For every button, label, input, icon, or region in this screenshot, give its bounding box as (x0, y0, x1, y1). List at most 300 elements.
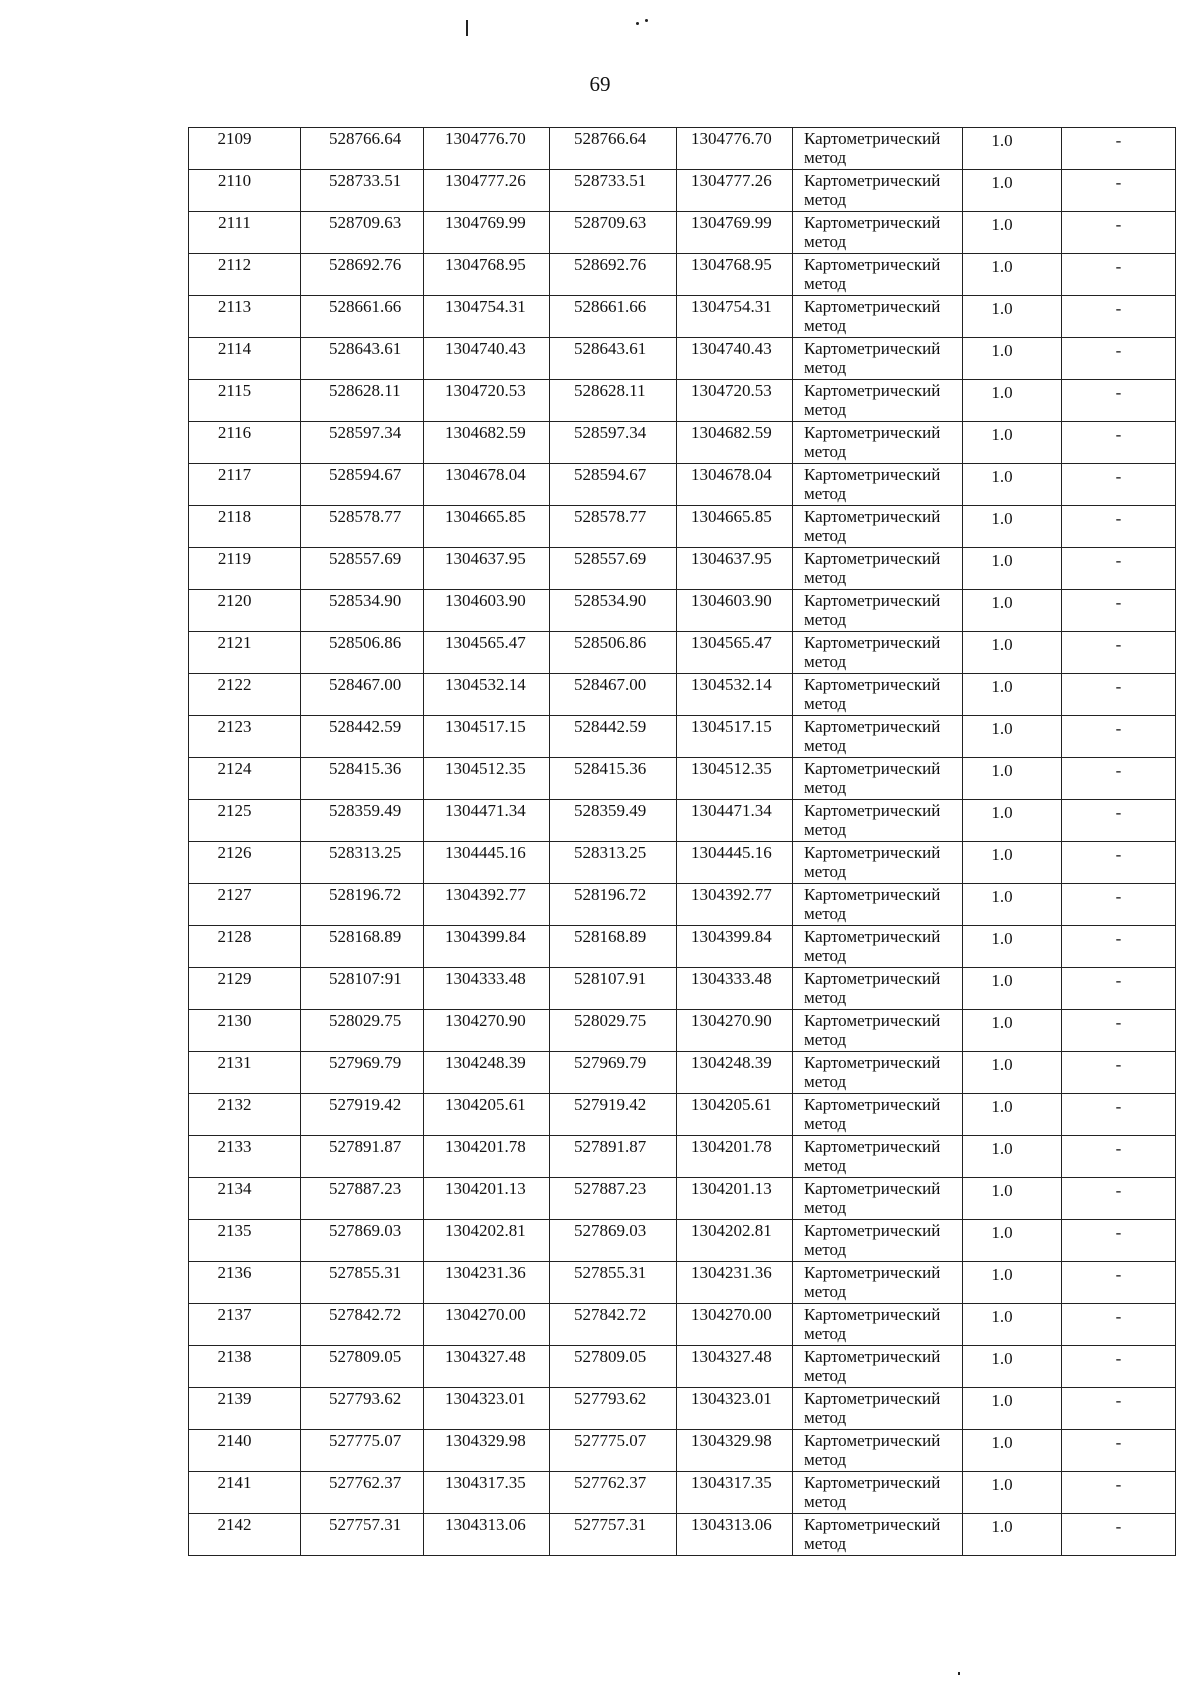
description-value: - (1115, 1181, 1122, 1200)
method-cell (793, 548, 963, 590)
x-existing-cell (301, 506, 424, 548)
x-new-cell (550, 254, 677, 296)
point-number: 2111 (218, 213, 251, 232)
description-value: - (1115, 719, 1122, 738)
description-cell (1062, 1388, 1176, 1430)
point-number: 2115 (217, 381, 252, 400)
accuracy-cell (963, 632, 1062, 674)
y-existing-cell (424, 254, 550, 296)
method-cell (793, 758, 963, 800)
scan-mark (466, 20, 468, 36)
x-existing-value: 528415.36 (329, 759, 402, 778)
description-value: - (1115, 1307, 1122, 1326)
x-new-cell (550, 506, 677, 548)
y-existing-value: 1304471.34 (445, 801, 526, 820)
x-new-value: 527891.87 (574, 1137, 647, 1156)
description-cell (1062, 1304, 1176, 1346)
y-new-value: 1304270.00 (691, 1305, 772, 1324)
x-new-value: 527809.05 (574, 1347, 647, 1366)
accuracy-cell (963, 1052, 1062, 1094)
x-existing-cell (301, 968, 424, 1010)
method-text: Картометрический метод (804, 465, 941, 503)
accuracy-cell (963, 1346, 1062, 1388)
y-existing-cell (424, 758, 550, 800)
y-existing-value: 1304201.78 (445, 1137, 526, 1156)
description-value: - (1115, 1433, 1122, 1452)
x-new-cell (550, 1346, 677, 1388)
point-number: 2124 (217, 759, 252, 778)
description-cell (1062, 212, 1176, 254)
accuracy-value: 1.0 (991, 551, 1013, 570)
x-new-value: 527969.79 (574, 1053, 647, 1072)
description-value: - (1115, 887, 1122, 906)
table-row (189, 1094, 1176, 1136)
method-text: Картометрический метод (804, 675, 941, 713)
y-new-value: 1304512.35 (691, 759, 772, 778)
description-cell (1062, 842, 1176, 884)
method-cell (793, 254, 963, 296)
description-value: - (1115, 761, 1122, 780)
accuracy-value: 1.0 (991, 1475, 1013, 1494)
x-new-value: 528557.69 (574, 549, 647, 568)
method-text: Картометрический метод (804, 843, 941, 881)
y-new-cell (677, 548, 793, 590)
x-new-cell (550, 590, 677, 632)
x-new-cell (550, 968, 677, 1010)
y-new-cell (677, 1220, 793, 1262)
point-number: 2109 (217, 129, 252, 148)
method-cell (793, 338, 963, 380)
y-new-value: 1304327.48 (691, 1347, 772, 1366)
point-number-cell (189, 632, 301, 674)
x-existing-value: 528442.59 (329, 717, 402, 736)
x-new-cell (550, 842, 677, 884)
point-number-cell (189, 1220, 301, 1262)
accuracy-cell (963, 800, 1062, 842)
accuracy-value: 1.0 (991, 383, 1013, 402)
y-new-value: 1304740.43 (691, 339, 772, 358)
y-existing-cell (424, 1136, 550, 1178)
x-existing-cell (301, 674, 424, 716)
y-new-value: 1304231.36 (691, 1263, 772, 1282)
method-text: Картометрический метод (804, 1137, 941, 1175)
x-existing-cell (301, 338, 424, 380)
description-cell (1062, 716, 1176, 758)
x-new-value: 528643.61 (574, 339, 647, 358)
method-cell (793, 800, 963, 842)
x-new-value: 528168.89 (574, 927, 647, 946)
y-new-value: 1304565.47 (691, 633, 772, 652)
point-number: 2130 (217, 1011, 252, 1030)
x-new-value: 528597.34 (574, 423, 647, 442)
y-new-value: 1304769.99 (691, 213, 772, 232)
x-existing-cell (301, 842, 424, 884)
method-text: Картометрический метод (804, 129, 941, 167)
description-cell (1062, 338, 1176, 380)
table-row (189, 632, 1176, 674)
x-new-cell (550, 1052, 677, 1094)
accuracy-cell (963, 380, 1062, 422)
method-text: Картометрический метод (804, 381, 941, 419)
y-existing-cell (424, 380, 550, 422)
table-row (189, 968, 1176, 1010)
y-new-value: 1304323.01 (691, 1389, 772, 1408)
point-number: 2141 (217, 1473, 252, 1492)
description-cell (1062, 632, 1176, 674)
accuracy-value: 1.0 (991, 1223, 1013, 1242)
table-row (189, 1136, 1176, 1178)
y-existing-value: 1304313.06 (445, 1515, 526, 1534)
method-cell (793, 1052, 963, 1094)
x-existing-value: 528506.86 (329, 633, 402, 652)
y-existing-cell (424, 548, 550, 590)
accuracy-value: 1.0 (991, 509, 1013, 528)
y-existing-cell (424, 1262, 550, 1304)
x-existing-value: 527757.31 (329, 1515, 402, 1534)
method-cell (793, 1262, 963, 1304)
accuracy-value: 1.0 (991, 173, 1013, 192)
accuracy-cell (963, 1220, 1062, 1262)
y-existing-value: 1304317.35 (445, 1473, 526, 1492)
y-existing-value: 1304231.36 (445, 1263, 526, 1282)
table-row (189, 338, 1176, 380)
accuracy-cell (963, 758, 1062, 800)
accuracy-cell (963, 1178, 1062, 1220)
point-number: 2123 (217, 717, 252, 736)
x-existing-value: 528692.76 (329, 255, 402, 274)
point-number-cell (189, 464, 301, 506)
x-new-value: 527775.07 (574, 1431, 647, 1450)
x-existing-value: 528709.63 (329, 213, 402, 232)
y-new-cell (677, 590, 793, 632)
y-new-value: 1304248.39 (691, 1053, 772, 1072)
table-row (189, 1178, 1176, 1220)
point-number-cell (189, 674, 301, 716)
y-existing-value: 1304682.59 (445, 423, 526, 442)
accuracy-value: 1.0 (991, 1097, 1013, 1116)
method-cell (793, 1010, 963, 1052)
x-new-cell (550, 296, 677, 338)
y-new-cell (677, 128, 793, 170)
x-new-cell (550, 380, 677, 422)
y-existing-value: 1304720.53 (445, 381, 526, 400)
y-existing-value: 1304565.47 (445, 633, 526, 652)
x-existing-cell (301, 254, 424, 296)
x-existing-cell (301, 422, 424, 464)
accuracy-cell (963, 1136, 1062, 1178)
method-cell (793, 1514, 963, 1556)
point-number-cell (189, 1010, 301, 1052)
table-row (189, 1430, 1176, 1472)
accuracy-cell (963, 548, 1062, 590)
y-new-cell (677, 422, 793, 464)
x-existing-value: 528766.64 (329, 129, 402, 148)
y-existing-value: 1304740.43 (445, 339, 526, 358)
y-new-cell (677, 884, 793, 926)
x-new-cell (550, 926, 677, 968)
method-cell (793, 926, 963, 968)
accuracy-value: 1.0 (991, 1349, 1013, 1368)
x-new-cell (550, 1178, 677, 1220)
point-number: 2122 (217, 675, 252, 694)
table-row (189, 464, 1176, 506)
x-existing-value: 528594.67 (329, 465, 402, 484)
y-existing-value: 1304399.84 (445, 927, 526, 946)
x-existing-value: 528467.00 (329, 675, 402, 694)
accuracy-value: 1.0 (991, 1013, 1013, 1032)
x-new-cell (550, 1430, 677, 1472)
accuracy-cell (963, 506, 1062, 548)
accuracy-value: 1.0 (991, 341, 1013, 360)
x-existing-value: 527891.87 (329, 1137, 402, 1156)
x-new-cell (550, 464, 677, 506)
point-number: 2126 (217, 843, 252, 862)
x-existing-value: 527887.23 (329, 1179, 402, 1198)
description-value: - (1115, 1055, 1122, 1074)
y-new-value: 1304205.61 (691, 1095, 772, 1114)
y-new-value: 1304201.78 (691, 1137, 772, 1156)
point-number-cell (189, 1430, 301, 1472)
point-number: 2134 (217, 1179, 252, 1198)
y-existing-cell (424, 632, 550, 674)
point-number-cell (189, 884, 301, 926)
method-text: Картометрический метод (804, 1053, 941, 1091)
method-text: Картометрический метод (804, 1473, 941, 1511)
description-cell (1062, 254, 1176, 296)
table-row (189, 296, 1176, 338)
y-new-cell (677, 1388, 793, 1430)
y-existing-cell (424, 800, 550, 842)
description-value: - (1115, 593, 1122, 612)
x-existing-value: 527969.79 (329, 1053, 402, 1072)
y-existing-cell (424, 716, 550, 758)
y-existing-value: 1304532.14 (445, 675, 526, 694)
point-number: 2127 (217, 885, 252, 904)
y-existing-value: 1304270.90 (445, 1011, 526, 1030)
method-cell (793, 296, 963, 338)
y-new-value: 1304532.14 (691, 675, 772, 694)
point-number: 2142 (217, 1515, 252, 1534)
x-new-value: 527757.31 (574, 1515, 647, 1534)
x-existing-value: 528733.51 (329, 171, 402, 190)
accuracy-cell (963, 842, 1062, 884)
y-new-cell (677, 1094, 793, 1136)
point-number: 2113 (217, 297, 252, 316)
x-existing-cell (301, 1388, 424, 1430)
x-existing-value: 528534.90 (329, 591, 402, 610)
point-number-cell (189, 1514, 301, 1556)
y-existing-cell (424, 338, 550, 380)
x-existing-value: 527775.07 (329, 1431, 402, 1450)
accuracy-value: 1.0 (991, 1055, 1013, 1074)
description-value: - (1115, 1265, 1122, 1284)
y-new-cell (677, 338, 793, 380)
accuracy-value: 1.0 (991, 845, 1013, 864)
description-cell (1062, 1430, 1176, 1472)
accuracy-value: 1.0 (991, 1139, 1013, 1158)
point-number: 2121 (217, 633, 252, 652)
y-existing-cell (424, 506, 550, 548)
method-text: Картометрический метод (804, 1431, 941, 1469)
point-number-cell (189, 380, 301, 422)
x-new-value: 528415.36 (574, 759, 647, 778)
x-new-cell (550, 1136, 677, 1178)
accuracy-cell (963, 968, 1062, 1010)
y-existing-cell (424, 1346, 550, 1388)
description-cell (1062, 1178, 1176, 1220)
x-existing-value: 528196.72 (329, 885, 402, 904)
y-new-value: 1304270.90 (691, 1011, 772, 1030)
x-existing-value: 527809.05 (329, 1347, 402, 1366)
y-new-value: 1304768.95 (691, 255, 772, 274)
x-new-value: 528196.72 (574, 885, 647, 904)
method-text: Картометрический метод (804, 171, 941, 209)
x-existing-cell (301, 1094, 424, 1136)
description-value: - (1115, 131, 1122, 150)
description-cell (1062, 674, 1176, 716)
accuracy-value: 1.0 (991, 593, 1013, 612)
method-cell (793, 674, 963, 716)
y-existing-cell (424, 590, 550, 632)
accuracy-cell (963, 1388, 1062, 1430)
point-number: 2116 (217, 423, 252, 442)
description-value: - (1115, 383, 1122, 402)
method-cell (793, 1346, 963, 1388)
y-existing-value: 1304769.99 (445, 213, 526, 232)
x-existing-cell (301, 1178, 424, 1220)
description-cell (1062, 506, 1176, 548)
method-cell (793, 1388, 963, 1430)
x-new-value: 528628.11 (574, 381, 646, 400)
description-value: - (1115, 341, 1122, 360)
y-existing-cell (424, 128, 550, 170)
table-row (189, 1514, 1176, 1556)
y-new-cell (677, 254, 793, 296)
x-new-value: 527869.03 (574, 1221, 647, 1240)
y-existing-value: 1304329.98 (445, 1431, 526, 1450)
y-new-cell (677, 1346, 793, 1388)
description-value: - (1115, 551, 1122, 570)
x-existing-value: 528168.89 (329, 927, 402, 946)
x-new-value: 528107.91 (574, 969, 647, 988)
point-number-cell (189, 926, 301, 968)
method-text: Картометрический метод (804, 927, 941, 965)
x-new-cell (550, 884, 677, 926)
description-cell (1062, 464, 1176, 506)
y-new-cell (677, 1514, 793, 1556)
point-number-cell (189, 1262, 301, 1304)
y-new-cell (677, 674, 793, 716)
method-cell (793, 464, 963, 506)
x-new-cell (550, 1220, 677, 1262)
point-number: 2118 (217, 507, 252, 526)
table-row (189, 212, 1176, 254)
description-value: - (1115, 1097, 1122, 1116)
method-cell (793, 1472, 963, 1514)
description-value: - (1115, 635, 1122, 654)
y-existing-value: 1304517.15 (445, 717, 526, 736)
accuracy-value: 1.0 (991, 1517, 1013, 1536)
point-number-cell (189, 506, 301, 548)
point-number-cell (189, 1472, 301, 1514)
description-value: - (1115, 257, 1122, 276)
x-existing-cell (301, 632, 424, 674)
y-existing-cell (424, 674, 550, 716)
accuracy-cell (963, 674, 1062, 716)
description-value: - (1115, 215, 1122, 234)
point-number-cell (189, 1094, 301, 1136)
description-value: - (1115, 1517, 1122, 1536)
x-new-value: 528029.75 (574, 1011, 647, 1030)
x-existing-cell (301, 1220, 424, 1262)
point-number-cell (189, 296, 301, 338)
x-existing-value: 528643.61 (329, 339, 402, 358)
description-value: - (1115, 1013, 1122, 1032)
y-existing-cell (424, 1472, 550, 1514)
x-new-value: 528506.86 (574, 633, 647, 652)
y-existing-cell (424, 422, 550, 464)
scan-mark (636, 22, 639, 25)
method-cell (793, 380, 963, 422)
page-number: 69 (589, 72, 611, 96)
x-existing-value: 527842.72 (329, 1305, 402, 1324)
point-number: 2132 (217, 1095, 252, 1114)
x-existing-value: 527919.42 (329, 1095, 402, 1114)
method-text: Картометрический метод (804, 801, 941, 839)
method-cell (793, 506, 963, 548)
description-cell (1062, 296, 1176, 338)
x-new-cell (550, 338, 677, 380)
x-existing-value: 528628.11 (329, 381, 401, 400)
description-value: - (1115, 1223, 1122, 1242)
description-cell (1062, 758, 1176, 800)
y-existing-value: 1304392.77 (445, 885, 526, 904)
table-row (189, 254, 1176, 296)
point-number-cell (189, 254, 301, 296)
x-existing-cell (301, 884, 424, 926)
x-new-cell (550, 1388, 677, 1430)
method-text: Картометрический метод (804, 297, 941, 335)
point-number: 2114 (217, 339, 252, 358)
point-number-cell (189, 1346, 301, 1388)
description-cell (1062, 1472, 1176, 1514)
y-existing-value: 1304202.81 (445, 1221, 526, 1240)
y-new-cell (677, 800, 793, 842)
point-number-cell (189, 1136, 301, 1178)
point-number: 2119 (217, 549, 252, 568)
y-existing-cell (424, 1220, 550, 1262)
method-text: Картометрический метод (804, 1221, 941, 1259)
y-new-value: 1304317.35 (691, 1473, 772, 1492)
method-text: Картометрический метод (804, 1515, 941, 1553)
y-new-value: 1304333.48 (691, 969, 772, 988)
x-new-value: 527842.72 (574, 1305, 647, 1324)
point-number-cell (189, 1304, 301, 1346)
coordinates-table (188, 127, 1176, 1556)
table-row (189, 590, 1176, 632)
x-existing-value: 528313.25 (329, 843, 402, 862)
y-new-value: 1304399.84 (691, 927, 772, 946)
y-existing-cell (424, 464, 550, 506)
method-cell (793, 590, 963, 632)
description-value: - (1115, 677, 1122, 696)
x-new-value: 528359.49 (574, 801, 647, 820)
point-number-cell (189, 422, 301, 464)
description-cell (1062, 1136, 1176, 1178)
y-existing-cell (424, 1430, 550, 1472)
x-existing-cell (301, 590, 424, 632)
y-new-cell (677, 464, 793, 506)
